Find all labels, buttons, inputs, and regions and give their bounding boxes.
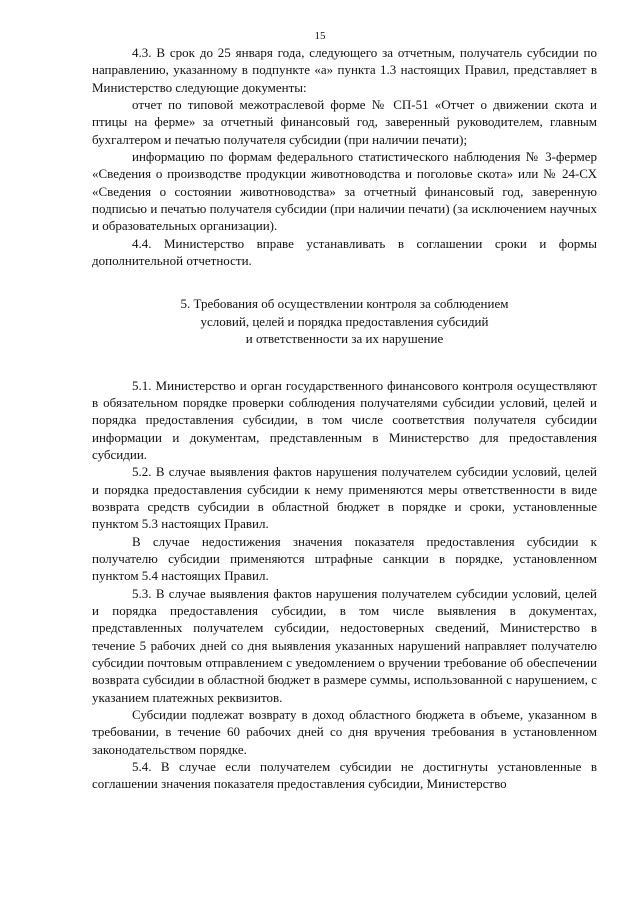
paragraph-report-sp51: отчет по типовой межотраслевой форме № СП-51 «Отчет о движении скота и птицы на ферме» за отчетный финансовый год, заверенный руководителем, главным бухгалтером и печатью получателя субсидии (при наличии печати);	[92, 97, 597, 147]
paragraph-5-2: 5.2. В случае выявления фактов нарушения получателем субсидии условий, целей и порядка предоставления субсидии к нему применяются меры ответственности в виде возврата средств субсидии в областной бюджет в порядке и сроки, установленные пунктом 5.3 настоящих Правил.	[92, 464, 597, 532]
section-heading-line: и ответственности за их нарушение	[245, 331, 444, 347]
paragraph-5-4: 5.4. В случае если получателем субсидии не достигнуты установленные в соглашении значения показателя предоставления субсидии, Министерство	[92, 759, 597, 792]
paragraph-4-3: 4.3. В срок до 25 января года, следующего за отчетным, получатель субсидии по направлению, указанному в подпункте «а» пункта 1.3 настоящих Правил, представляет в Министерство следующие документы:	[92, 45, 597, 95]
paragraph-refund: Субсидии подлежат возврату в доход областного бюджета в объеме, указанном в требовании, в течение 60 рабочих дней со дня вручения требования в установленном законодательством порядке.	[92, 707, 597, 757]
section-heading-line: условий, целей и порядка предоставления субсидий	[200, 313, 489, 329]
paragraph-5-1: 5.1. Министерство и орган государственного финансового контроля осуществляют в обязательном порядке проверки соблюдения получателями субсидии условий, целей и порядка предоставления субсидии, в том числе соответствия получателя субсидии информации и документам, представленным в Министерство для предоставления субсидии.	[92, 377, 597, 462]
document-body	[92, 44, 597, 793]
page-number: 15	[314, 30, 326, 42]
paragraph-statistics-info: информацию по формам федерального статистического наблюдения № 3-фермер «Сведения о производстве продукции животноводства и поголовье скота» или № 24-СХ «Сведения о состоянии животноводства» за отчетный финансовый год, заверенную подписью и печатью получателя субсидии (при наличии печати) (за исключением научных и образовательных организации).	[92, 149, 597, 234]
section-heading	[92, 295, 597, 347]
section-heading-line: 5. Требования об осуществлении контроля за соблюдением	[180, 296, 509, 312]
paragraph-5-3: 5.3. В случае выявления фактов нарушения получателем субсидии условий, целей и порядка предоставления субсидии, в том числе выявления в документах, представленных получателем субсидии, недостоверных сведений, Министерство в течение 5 рабочих дней со дня выявления указанных нарушений направляет получателю субсидии почтовым отправлением с уведомлением о вручении требование об обеспечении возврата субсидии в областной бюджет в размере суммы, использованной с нарушением, с указанием платежных реквизитов.	[92, 585, 597, 705]
paragraph-4-4: 4.4. Министерство вправе устанавливать в соглашении сроки и формы дополнительной отчетности.	[92, 235, 597, 269]
paragraph-penalties: В случае недостижения значения показателя предоставления субсидии к получателю субсидии применяются штрафные санкции в порядке, установленном пунктом 5.4 настоящих Правил.	[92, 533, 597, 584]
